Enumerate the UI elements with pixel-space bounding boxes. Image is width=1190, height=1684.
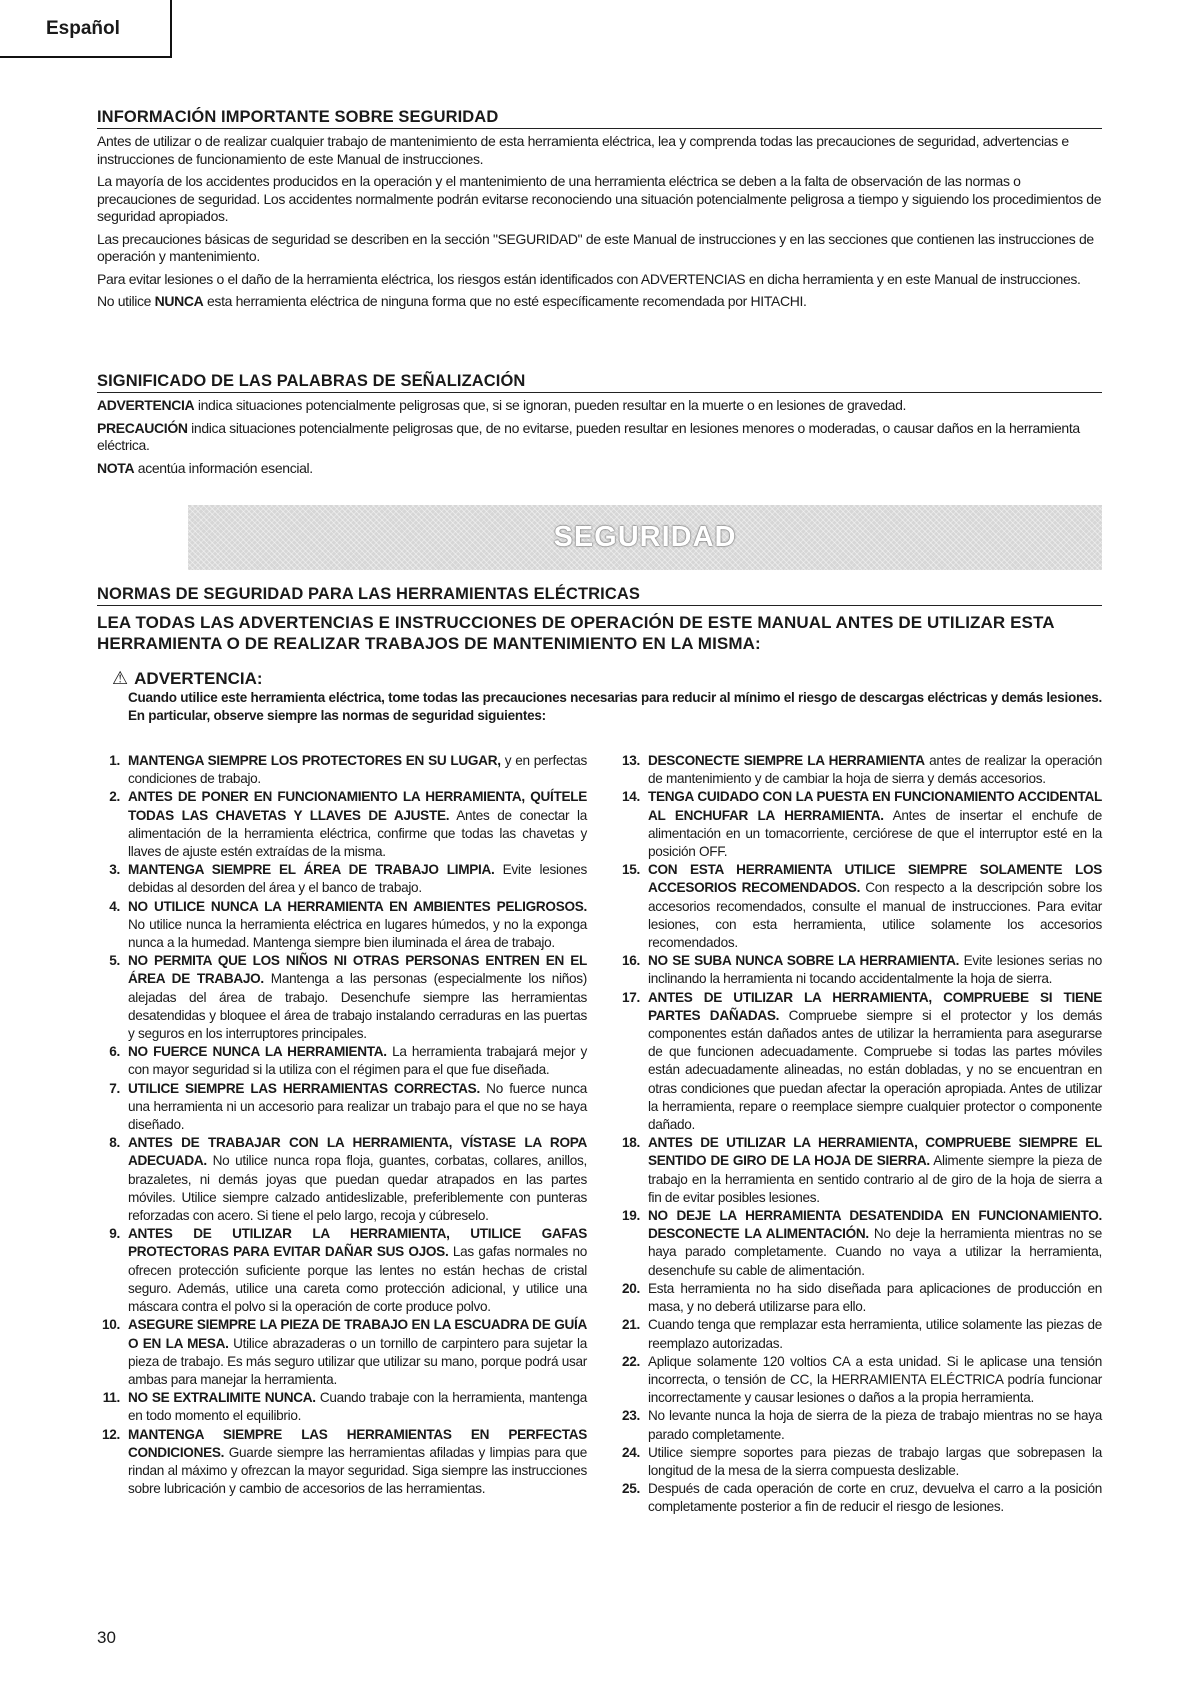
- rule-item: [97, 1080, 587, 1135]
- section-title: INFORMACIÓN IMPORTANTE SOBRE SEGURIDAD: [97, 108, 1102, 129]
- warning-heading: [112, 668, 263, 689]
- rule-text: [128, 752, 587, 788]
- warning-line: Cuando utilice este herramienta eléctrica, tome todas las precauciones necesarias para reducir al mínimo el riesgo de descargas eléctricas y demás lesiones.: [128, 690, 1102, 705]
- keyword: NUNCA: [154, 293, 204, 309]
- rule-item: [97, 1316, 587, 1389]
- rule-body: y en perfectas condiciones de trabajo.: [128, 753, 588, 787]
- rule-body: Guarde siempre las herramientas afiladas y limpias para que rindan al máximo y ofrezcan la mayor seguridad. Siga siempre las instrucciones sobre lubricación y cambio de accesorios de las herramientas.: [128, 1444, 587, 1497]
- rule-bold: MANTENGA SIEMPRE LAS HERRAMIENTAS EN PERFECTAS CONDICIONES.: [128, 1426, 587, 1460]
- rule-number: 23.: [622, 1408, 640, 1424]
- rule-number: 10.: [102, 1317, 120, 1333]
- rule-bold: ANTES DE PONER EN FUNCIONAMIENTO LA HERRAMIENTA, QUÍTELE TODAS LAS CHAVETAS Y LLAVES DE AJUSTE.: [128, 789, 587, 823]
- keyword: NOTA: [97, 459, 135, 476]
- paragraph: Antes de utilizar o de realizar cualquier trabajo de mantenimiento de esta herramienta eléctrica, lea y comprenda todas las precauciones de seguridad, advertencias e instrucciones de funcionamiento de este Manual de instrucciones.: [97, 133, 1069, 167]
- rule-number: 4.: [109, 898, 120, 914]
- rule-number: 2.: [109, 789, 120, 805]
- rule-item: [97, 1426, 587, 1499]
- text: No utilice: [97, 293, 155, 309]
- rule-item: [612, 788, 1102, 861]
- paragraph: La mayoría de los accidentes producidos en la operación y el mantenimiento de una herramienta eléctrica se deben a la falta de observación de las normas o precauciones de seguridad. Los accidentes normalmente podrán evitarse reconociendo una situación potencialmente peligrosa a tiempo y siguiendo los procedimientos de seguridad apropiados.: [97, 173, 1102, 224]
- rule-number: 15.: [622, 862, 640, 878]
- rule-text: [648, 1207, 1102, 1280]
- rule-item: [612, 1316, 1102, 1352]
- rule-body: No utilice nunca la herramienta eléctrica en lugares húmedos, y no la exponga nunca a la humedad. Mantenga siempre bien iluminada el área de trabajo.: [128, 916, 587, 951]
- rule-body: Utilice abrazaderas o un tornillo de carpintero para sujetar la pieza de trabajo. Es más seguro utilizar que utilizar su mano, porque podrá usar ambas para manejar la herramienta.: [128, 1335, 587, 1387]
- page-number: 30: [97, 1628, 116, 1647]
- rule-body: Antes de insertar el enchufe de alimentación en un tomacorriente, cerciórese de que el interruptor esté en la posición OFF.: [648, 807, 1102, 860]
- rule-body: Cuando tenga que remplazar esta herramienta, utilice solamente las piezas de reemplazo autorizadas.: [648, 1317, 1102, 1351]
- rule-number: 25.: [622, 1481, 640, 1497]
- rule-item: [612, 1444, 1102, 1480]
- rule-bold: MANTENGA SIEMPRE EL ÁREA DE TRABAJO LIMPIA.: [128, 862, 495, 878]
- rule-text: [648, 1444, 1102, 1480]
- rule-text: [128, 1316, 587, 1389]
- rule-body: Antes de conectar la alimentación de la herramienta eléctrica, confirme que todas las chavetas y llaves de ajuste estén extraídas de la misma.: [128, 807, 587, 860]
- rule-number: 7.: [109, 1080, 120, 1096]
- rule-text: [128, 1225, 587, 1316]
- rule-text: [128, 1134, 587, 1225]
- rule-item: [612, 1480, 1102, 1516]
- warning-title: ADVERTENCIA:: [134, 669, 263, 688]
- rule-number: 9.: [109, 1226, 120, 1242]
- text: esta herramienta eléctrica de ninguna forma que no esté específicamente recomendada por HITACHI.: [203, 293, 807, 309]
- rule-item: [612, 952, 1102, 988]
- section-title: NORMAS DE SEGURIDAD PARA LAS HERRAMIENTAS ELÉCTRICAS: [97, 585, 1102, 606]
- rule-number: 19.: [622, 1208, 640, 1224]
- rule-item: [97, 1043, 587, 1079]
- rule-body: Compruebe siempre si el protector y los demás componentes están dañados antes de utilizar la herramienta para asegurarse de que funcionen adecuadamente. Compruebe si todas las partes móviles están adecuadamente alineadas, no están dobladas, y no se encuentran en otras condiciones que puedan afectar la operación apropiada. Antes de utilizar la herramienta, repare o reemplace siempre cualquier protector o componente dañado.: [648, 1007, 1102, 1133]
- paragraph: [97, 293, 1102, 311]
- rule-body: Esta herramienta no ha sido diseñada para aplicaciones de producción en masa, y no deberá utilizarse para ello.: [648, 1280, 1102, 1315]
- signal-word-item: [97, 460, 1102, 478]
- rule-text: [128, 861, 587, 897]
- rule-bold: ASEGURE SIEMPRE LA PIEZA DE TRABAJO EN LA ESCUADRA DE GUÍA O EN LA MESA.: [128, 1317, 587, 1351]
- rule-body: Con respecto a la descripción sobre los accesorios recomendados, consulte el manual de instrucciones. Para evitar lesiones, con esta herramienta, utilice solamente los accesorios recomendados.: [648, 880, 1102, 951]
- rule-body: Evite lesiones serias no inclinando la herramienta ni tocando accidentalmente la hoja de sierra.: [648, 953, 1103, 987]
- rule-number: 11.: [102, 1390, 120, 1406]
- rule-number: 20.: [622, 1280, 640, 1296]
- rule-item: [97, 1134, 587, 1225]
- rule-bold: CON ESTA HERRAMIENTA UTILICE SIEMPRE SOLAMENTE LOS ACCESORIOS RECOMENDADOS.: [648, 862, 1102, 896]
- rule-number: 22.: [622, 1353, 640, 1369]
- rule-bold: UTILICE SIEMPRE LAS HERRAMIENTAS CORRECTAS.: [128, 1080, 480, 1096]
- rule-text: [648, 788, 1102, 861]
- language-tab: Español: [0, 0, 172, 58]
- rule-body: Después de cada operación de corte en cruz, devuelva el carro a la posición completamente posterior a fin de reducir el riesgo de lesiones.: [648, 1481, 1102, 1515]
- rule-text: [128, 898, 587, 953]
- rule-number: 21.: [622, 1317, 640, 1333]
- rule-text: [128, 1426, 587, 1499]
- text: indica situaciones potencialmente peligrosas que, si se ignoran, pueden resultar en la muerte o en lesiones de gravedad.: [194, 397, 907, 413]
- rule-text: [648, 1316, 1102, 1352]
- rule-text: [128, 788, 587, 861]
- rule-bold: TENGA CUIDADO CON LA PUESTA EN FUNCIONAMIENTO ACCIDENTAL AL ENCHUFAR LA HERRAMIENTA.: [648, 789, 1102, 823]
- rule-item: [97, 1225, 587, 1316]
- seguridad-banner: SEGURIDAD: [188, 505, 1102, 570]
- rule-bold: ANTES DE UTILIZAR LA HERRAMIENTA, COMPRUEBE SIEMPRE EL SENTIDO DE GIRO DE LA HOJA DE SIERRA.: [648, 1135, 1102, 1169]
- warning-triangle-icon: ⚠: [112, 668, 129, 688]
- section-important-safety-info: [97, 108, 1102, 316]
- rule-body: Aplique solamente 120 voltios CA a esta unidad. Si le aplicase una tensión incorrecta, o tensión de CC, la HERRAMIENTA ELÉCTRICA podría funcionar incorrectamente y causar lesiones o daños a la propia herramienta.: [648, 1353, 1102, 1406]
- rule-number: 1.: [109, 753, 120, 768]
- signal-word-item: [97, 420, 1102, 455]
- keyword: PRECAUCIÓN: [97, 419, 188, 436]
- rule-number: 18.: [622, 1135, 640, 1151]
- rule-number: 3.: [109, 862, 120, 878]
- paragraph: Las precauciones básicas de seguridad se describen en la sección "SEGURIDAD" de este Manual de instrucciones y en las secciones que contienen las instrucciones de operación y mantenimiento.: [97, 230, 1094, 264]
- rule-item: [97, 861, 587, 897]
- rule-body: No deje la herramienta mientras no se haya parado completamente. Cuando no vaya a utilizar la herramienta, desenchufe su cable de alimentación.: [648, 1226, 1102, 1278]
- rule-number: 12.: [102, 1426, 120, 1442]
- rule-item: [97, 1389, 587, 1425]
- rule-text: [128, 1080, 587, 1135]
- rule-text: [648, 1407, 1102, 1443]
- rule-bold: DESCONECTE SIEMPRE LA HERRAMIENTA: [648, 753, 925, 768]
- rule-text: [648, 861, 1102, 952]
- rule-text: [128, 1389, 587, 1425]
- rule-text: [648, 952, 1102, 988]
- rule-body: antes de realizar la operación de mantenimiento y de cambiar la hoja de sierra y demás accesorios.: [648, 753, 1102, 787]
- rule-bold: NO UTILICE NUNCA LA HERRAMIENTA EN AMBIENTES PELIGROSOS.: [128, 898, 587, 914]
- rule-item: [612, 1134, 1102, 1207]
- section-title: SIGNIFICADO DE LAS PALABRAS DE SEÑALIZACIÓN: [97, 372, 1102, 393]
- rule-item: [612, 1407, 1102, 1443]
- rule-body: Mantenga a las personas (especialmente los niños) alejadas del área de trabajo. Desenchufe siempre las herramientas desatendidas y bloquee el área de trabajo instalando cerraduras en las puertas y seguros en los interruptores principales.: [128, 971, 587, 1042]
- warning-body: [128, 689, 1103, 725]
- rule-number: 5.: [109, 953, 120, 969]
- rule-text: [128, 952, 587, 1043]
- rule-bold: NO SE SUBA NUNCA SOBRE LA HERRAMIENTA.: [648, 953, 960, 969]
- rule-bold: ANTES DE TRABAJAR CON LA HERRAMIENTA, VÍSTASE LA ROPA ADECUADA.: [128, 1135, 587, 1169]
- rule-bold: NO SE EXTRALIMITE NUNCA.: [128, 1390, 316, 1406]
- rule-number: 17.: [622, 989, 640, 1005]
- rule-bold: ANTES DE UTILIZAR LA HERRAMIENTA, UTILICE GAFAS PROTECTORAS PARA EVITAR DAÑAR SUS OJOS.: [128, 1226, 587, 1260]
- lead-instruction: LEA TODAS LAS ADVERTENCIAS E INSTRUCCIONES DE OPERACIÓN DE ESTE MANUAL ANTES DE UTILIZAR ESTA HERRAMIENTA O DE REALIZAR TRABAJOS DE MANTENIMIENTO EN LA MISMA:: [97, 613, 1054, 653]
- rule-item: [97, 898, 587, 953]
- rule-bold: NO FUERCE NUNCA LA HERRAMIENTA.: [128, 1044, 387, 1060]
- rule-item: [97, 752, 587, 788]
- paragraph: Para evitar lesiones o el daño de la herramienta eléctrica, los riesgos están identificados con ADVERTENCIAS en dicha herramienta y en este Manual de instrucciones.: [97, 270, 1081, 287]
- rule-body: Las gafas normales no ofrecen protección suficiente porque las lentes no están hechas de cristal seguro. Además, utilice una careta como protección adicional, y utilice una máscara contra el polvo si la operación de corte produce polvo.: [128, 1244, 587, 1315]
- rule-item: [612, 752, 1102, 788]
- rule-number: 16.: [622, 953, 640, 969]
- warning-line: En particular, observe siempre las normas de seguridad siguientes:: [128, 708, 546, 723]
- rule-text: [648, 1480, 1102, 1516]
- text: acentúa información esencial.: [134, 459, 313, 476]
- rules-right-column: [612, 752, 1102, 1517]
- rule-text: [648, 1353, 1102, 1408]
- rule-bold: NO DEJE LA HERRAMIENTA DESATENDIDA EN FUNCIONAMIENTO. DESCONECTE LA ALIMENTACIÓN.: [648, 1208, 1102, 1242]
- rule-number: 14.: [622, 789, 640, 805]
- rule-text: [128, 1043, 587, 1079]
- text: indica situaciones potencialmente peligrosas que, de no evitarse, pueden resultar en lesiones menores o moderadas, o causar daños en la herramienta eléctrica.: [97, 419, 1080, 453]
- signal-word-item: [97, 397, 1102, 415]
- rule-bold: MANTENGA SIEMPRE LOS PROTECTORES EN SU LUGAR,: [128, 753, 501, 768]
- rule-body: No utilice nunca ropa floja, guantes, corbatas, collares, anillos, brazaletes, ni demás joyas que puedan quedar atrapados en las partes móviles. Utilice siempre calzado antideslizable, preferiblemente con punteras reforzadas con acero. Si tiene el pelo largo, recoja y cúbreselo.: [128, 1153, 587, 1224]
- rule-number: 8.: [109, 1135, 120, 1151]
- rule-body: Cuando trabaje con la herramienta, mantenga en todo momento el equilibrio.: [128, 1390, 588, 1424]
- rule-body: Alimente siempre la pieza de trabajo en la herramienta en sentido contrario al de giro de la hoja de sierra a fin de evitar posibles lesiones.: [648, 1153, 1102, 1205]
- rule-item: [612, 1280, 1102, 1316]
- rule-bold: NO PERMITA QUE LOS NIÑOS NI OTRAS PERSONAS ENTREN EN EL ÁREA DE TRABAJO.: [128, 953, 587, 987]
- rule-text: [648, 1280, 1102, 1316]
- rule-body: No levante nunca la hoja de sierra de la pieza de trabajo mientras no se haya parado completamente.: [648, 1408, 1102, 1442]
- rules-left-column: [97, 752, 587, 1498]
- rule-bold: ANTES DE UTILIZAR LA HERRAMIENTA, COMPRUEBE SI TIENE PARTES DAÑADAS.: [648, 989, 1102, 1023]
- rule-body: La herramienta trabajará mejor y con mayor seguridad si la utiliza con el régimen para el que fue diseñada.: [128, 1044, 587, 1078]
- keyword: ADVERTENCIA: [97, 397, 195, 413]
- rule-body: Evite lesiones debidas al desorden del área y el banco de trabajo.: [128, 862, 588, 896]
- rule-text: [648, 1134, 1102, 1207]
- section-power-tool-rules: [97, 585, 1102, 654]
- rule-item: [612, 989, 1102, 1135]
- rule-number: 13.: [622, 753, 640, 768]
- rule-body: No fuerce nunca una herramienta ni un accesorio para realizar un trabajo para el que no se haya diseñado.: [128, 1080, 587, 1133]
- rule-number: 6.: [109, 1044, 120, 1060]
- rule-item: [612, 1353, 1102, 1408]
- rule-body: Utilice siempre soportes para piezas de trabajo largas que sobrepasen la longitud de la mesa de la sierra compuesta deslizable.: [648, 1444, 1102, 1478]
- rule-item: [612, 861, 1102, 952]
- rule-item: [97, 952, 587, 1043]
- rule-text: [648, 989, 1102, 1135]
- rule-text: [648, 752, 1102, 788]
- rule-item: [612, 1207, 1102, 1280]
- rule-number: 24.: [622, 1444, 640, 1460]
- section-signal-words: [97, 372, 1102, 482]
- rule-item: [97, 788, 587, 861]
